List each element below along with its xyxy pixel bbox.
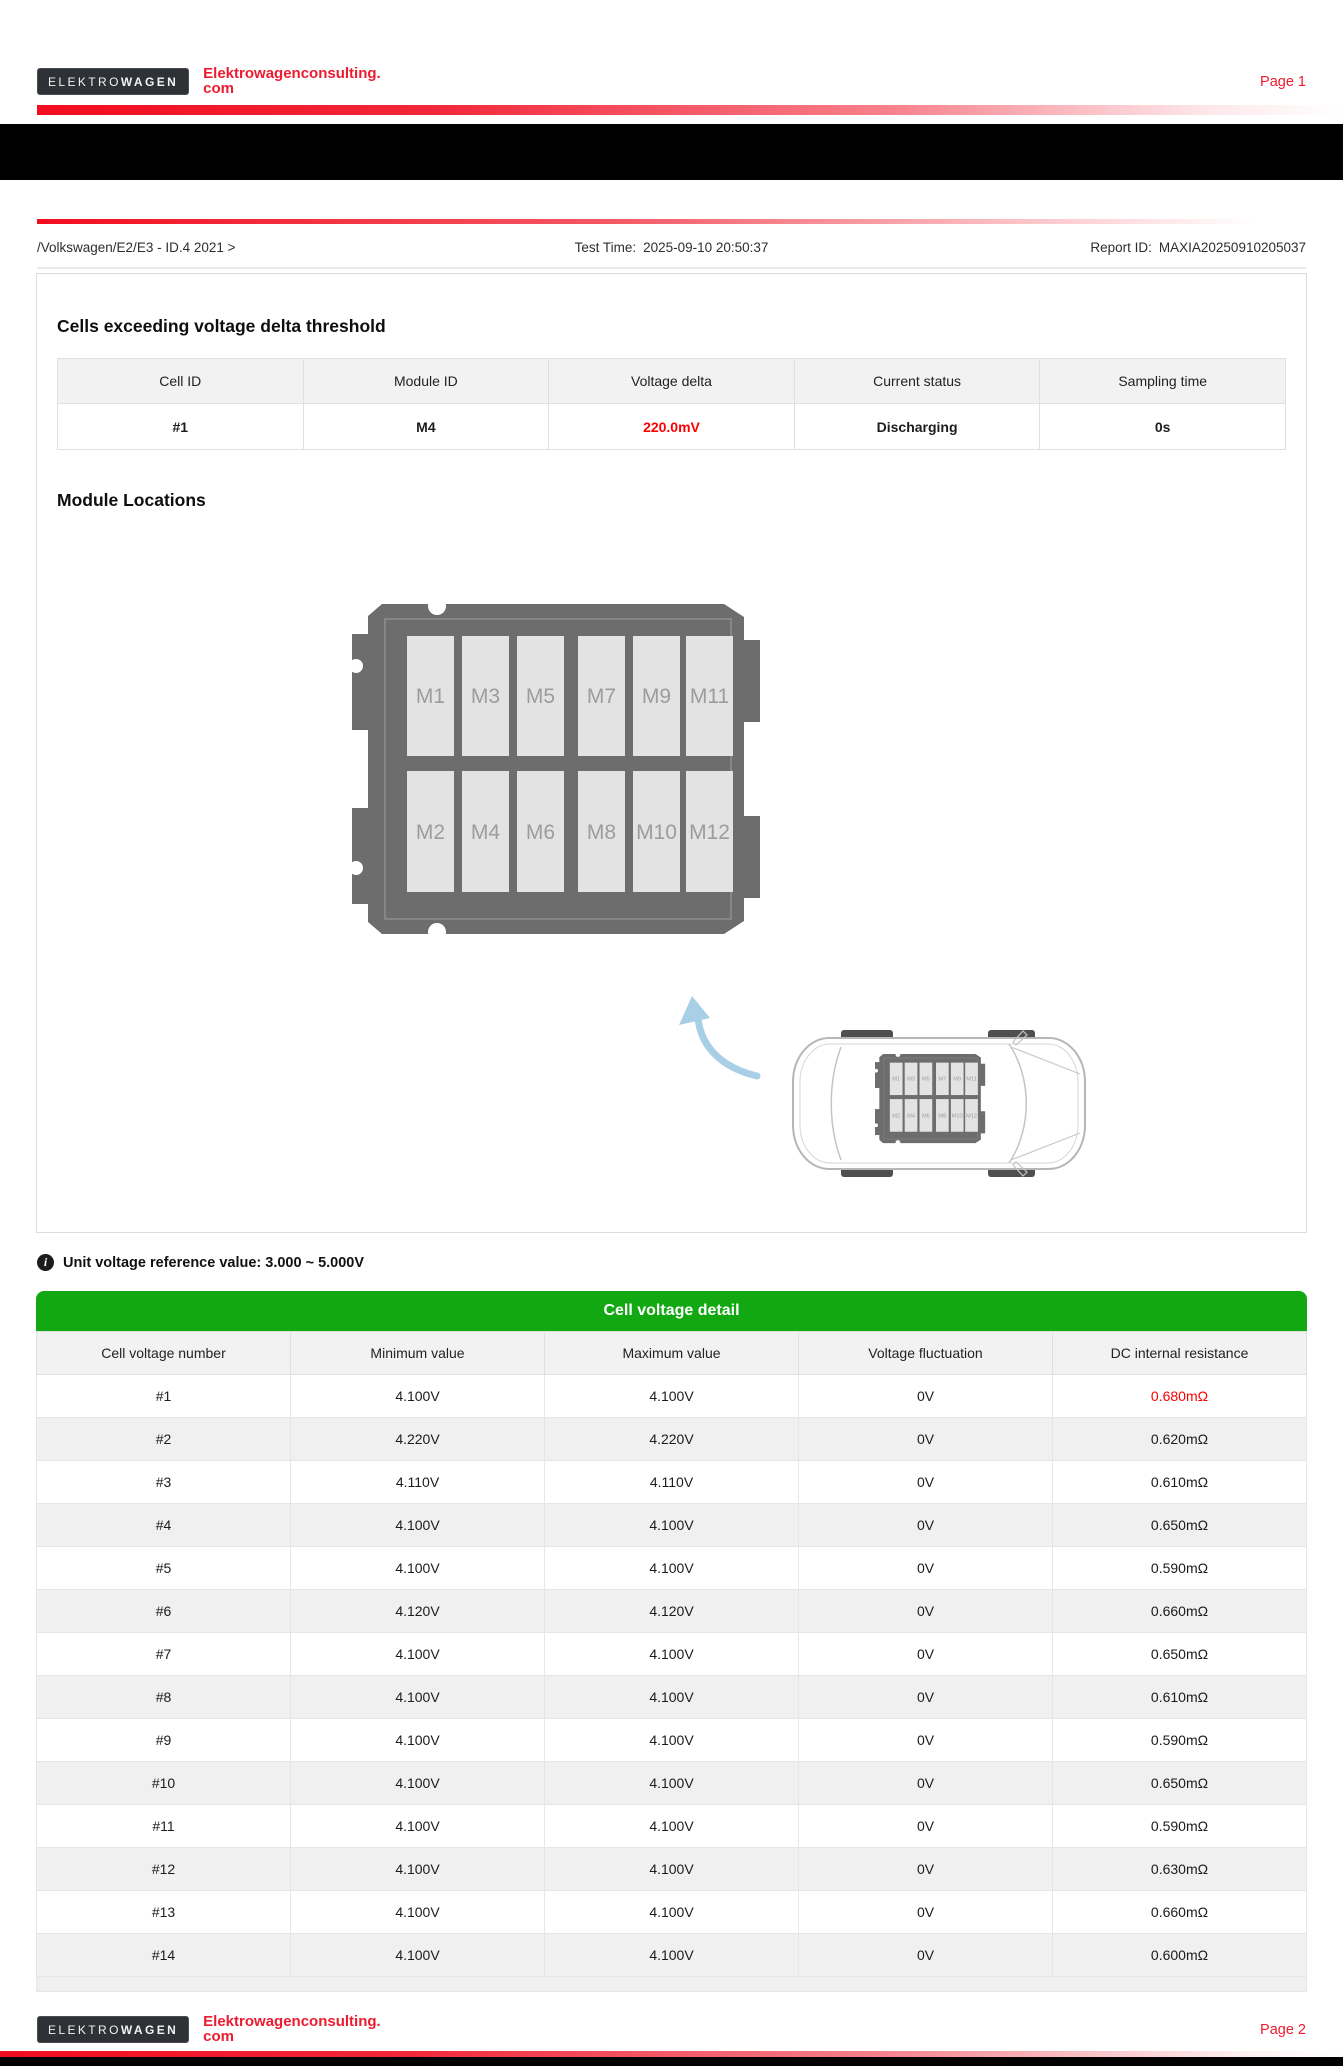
brand-site-line2: com xyxy=(203,80,235,97)
module-label-m1: M1 xyxy=(415,685,446,708)
max-value: 4.100V xyxy=(545,1547,799,1590)
cell-id-value: #1 xyxy=(58,404,304,450)
fluctuation-value: 0V xyxy=(799,1719,1053,1762)
table-row xyxy=(37,1547,1307,1590)
sampling-time-value: 0s xyxy=(1040,404,1286,450)
resistance-value: 0.610mΩ xyxy=(1053,1461,1307,1504)
cell-voltage-table-title-bar xyxy=(36,1291,1307,1331)
cell-voltage-section xyxy=(36,1291,1307,1992)
max-value: 4.110V xyxy=(545,1461,799,1504)
cell-number: #11 xyxy=(37,1805,291,1848)
max-value: 4.100V xyxy=(545,1891,799,1934)
max-value: 4.100V xyxy=(545,1762,799,1805)
max-value: 4.100V xyxy=(545,1719,799,1762)
test-time-value: 2025-09-10 20:50:37 xyxy=(643,240,769,255)
page-number-label: Page 2 xyxy=(1260,2022,1306,2038)
min-value: 4.100V xyxy=(291,1934,545,1977)
brand-logo-badge xyxy=(37,68,189,95)
threshold-data-row xyxy=(58,404,1286,450)
fluctuation-value: 0V xyxy=(799,1762,1053,1805)
col-cell-voltage-number: Cell voltage number xyxy=(37,1332,291,1375)
fluctuation-value: 0V xyxy=(799,1676,1053,1719)
module-label-m9: M9 xyxy=(641,685,672,708)
info-icon: i xyxy=(37,1254,54,1271)
cell-number: #1 xyxy=(37,1375,291,1418)
module-label-m7: M7 xyxy=(586,685,617,708)
table-row xyxy=(37,1848,1307,1891)
brand-site-name xyxy=(203,2014,381,2044)
table-row-partial xyxy=(36,1977,1307,1992)
fluctuation-value: 0V xyxy=(799,1891,1053,1934)
table-row xyxy=(37,1934,1307,1977)
brand-site-line2: com xyxy=(203,2028,235,2045)
fluctuation-value: 0V xyxy=(799,1461,1053,1504)
battery-pack-diagram xyxy=(352,604,760,934)
max-value: 4.100V xyxy=(545,1848,799,1891)
footer-black-bar xyxy=(0,2057,1343,2066)
resistance-value: 0.590mΩ xyxy=(1053,1547,1307,1590)
col-module-id: Module ID xyxy=(303,359,549,404)
fluctuation-value: 0V xyxy=(799,1547,1053,1590)
module-label-m6: M6 xyxy=(525,821,556,844)
col-voltage-delta: Voltage delta xyxy=(549,359,795,404)
resistance-value: 0.650mΩ xyxy=(1053,1633,1307,1676)
cell-number: #4 xyxy=(37,1504,291,1547)
callout-arrow-icon xyxy=(673,994,761,1082)
resistance-value: 0.600mΩ xyxy=(1053,1934,1307,1977)
voltage-header-row xyxy=(37,1332,1307,1375)
reference-note-text: Unit voltage reference value: 3.000 ~ 5.000V xyxy=(63,1254,365,1271)
brand-logo-badge xyxy=(37,2016,189,2043)
col-voltage-fluctuation: Voltage fluctuation xyxy=(799,1332,1053,1375)
module-id-value: M4 xyxy=(303,404,549,450)
module-label-m11: M11 xyxy=(689,685,730,708)
min-value: 4.100V xyxy=(291,1547,545,1590)
fluctuation-value: 0V xyxy=(799,1375,1053,1418)
section-red-gradient-line xyxy=(37,219,1306,224)
max-value: 4.120V xyxy=(545,1590,799,1633)
page-footer xyxy=(0,2014,1343,2066)
module-label-m8: M8 xyxy=(586,821,617,844)
col-sampling-time: Sampling time xyxy=(1040,359,1286,404)
resistance-value: 0.630mΩ xyxy=(1053,1848,1307,1891)
module-label-m2: M2 xyxy=(415,821,446,844)
test-time xyxy=(446,240,896,255)
brand-logo-text-bold: WAGEN xyxy=(120,75,179,89)
table-row xyxy=(37,1719,1307,1762)
cell-number: #3 xyxy=(37,1461,291,1504)
max-value: 4.100V xyxy=(545,1805,799,1848)
page-header xyxy=(0,0,1343,96)
max-value: 4.100V xyxy=(545,1934,799,1977)
resistance-value: 0.660mΩ xyxy=(1053,1590,1307,1633)
cell-number: #10 xyxy=(37,1762,291,1805)
module-locations-title: Module Locations xyxy=(57,490,206,510)
module-label-m5: M5 xyxy=(525,685,556,708)
report-card xyxy=(36,273,1307,1233)
header-black-bar xyxy=(0,124,1343,180)
max-value: 4.220V xyxy=(545,1418,799,1461)
header-red-gradient-bar xyxy=(37,105,1343,115)
resistance-value: 0.650mΩ xyxy=(1053,1504,1307,1547)
min-value: 4.100V xyxy=(291,1633,545,1676)
resistance-value: 0.650mΩ xyxy=(1053,1762,1307,1805)
threshold-header-row xyxy=(58,359,1286,404)
report-id-label: Report ID: xyxy=(1090,240,1152,255)
meta-divider xyxy=(37,267,1306,269)
min-value: 4.100V xyxy=(291,1504,545,1547)
table-row xyxy=(37,1676,1307,1719)
col-maximum-value: Maximum value xyxy=(545,1332,799,1375)
resistance-value: 0.680mΩ xyxy=(1053,1375,1307,1418)
table-row xyxy=(37,1418,1307,1461)
cell-number: #9 xyxy=(37,1719,291,1762)
brand-site-name xyxy=(203,66,381,96)
table-row xyxy=(37,1891,1307,1934)
max-value: 4.100V xyxy=(545,1633,799,1676)
cell-number: #8 xyxy=(37,1676,291,1719)
col-current-status: Current status xyxy=(794,359,1040,404)
brand-logo-text-bold: WAGEN xyxy=(120,2023,179,2037)
min-value: 4.110V xyxy=(291,1461,545,1504)
current-status-value: Discharging xyxy=(794,404,1040,450)
resistance-value: 0.590mΩ xyxy=(1053,1805,1307,1848)
table-row xyxy=(37,1461,1307,1504)
brand-logo-text-light: ELEKTRO xyxy=(48,75,121,89)
test-time-label: Test Time: xyxy=(574,240,637,255)
module-label-m12: M12 xyxy=(689,821,730,844)
col-dc-internal-resistance: DC internal resistance xyxy=(1053,1332,1307,1375)
fluctuation-value: 0V xyxy=(799,1418,1053,1461)
resistance-value: 0.610mΩ xyxy=(1053,1676,1307,1719)
min-value: 4.120V xyxy=(291,1590,545,1633)
reference-note-row xyxy=(37,1254,1306,1271)
module-label-m10: M10 xyxy=(636,821,677,844)
car-top-view-diagram xyxy=(783,1026,1093,1181)
table-row xyxy=(37,1762,1307,1805)
cell-voltage-table-title: Cell voltage detail xyxy=(603,1302,740,1319)
cell-number: #7 xyxy=(37,1633,291,1676)
resistance-value: 0.660mΩ xyxy=(1053,1891,1307,1934)
min-value: 4.100V xyxy=(291,1848,545,1891)
fluctuation-value: 0V xyxy=(799,1504,1053,1547)
fluctuation-value: 0V xyxy=(799,1805,1053,1848)
threshold-section-title: Cells exceeding voltage delta threshold xyxy=(57,316,386,336)
min-value: 4.100V xyxy=(291,1719,545,1762)
min-value: 4.100V xyxy=(291,1762,545,1805)
col-minimum-value: Minimum value xyxy=(291,1332,545,1375)
brand-site-line1: Elektrowagenconsulting. xyxy=(203,65,381,82)
max-value: 4.100V xyxy=(545,1375,799,1418)
table-row xyxy=(37,1504,1307,1547)
page-number-label: Page 1 xyxy=(1260,74,1306,90)
resistance-value: 0.590mΩ xyxy=(1053,1719,1307,1762)
cell-number: #12 xyxy=(37,1848,291,1891)
table-row xyxy=(37,1805,1307,1848)
brand-site-line1: Elektrowagenconsulting. xyxy=(203,2013,381,2030)
table-row xyxy=(37,1633,1307,1676)
max-value: 4.100V xyxy=(545,1676,799,1719)
report-meta-row xyxy=(37,240,1306,255)
module-locations-diagram-area xyxy=(57,532,1286,1232)
col-cell-id: Cell ID xyxy=(58,359,304,404)
table-row xyxy=(37,1590,1307,1633)
resistance-value: 0.620mΩ xyxy=(1053,1418,1307,1461)
fluctuation-value: 0V xyxy=(799,1848,1053,1891)
cell-voltage-table xyxy=(36,1331,1307,1977)
fluctuation-value: 0V xyxy=(799,1633,1053,1676)
report-id-value: MAXIA20250910205037 xyxy=(1158,240,1307,255)
table-row xyxy=(37,1375,1307,1418)
max-value: 4.100V xyxy=(545,1504,799,1547)
min-value: 4.220V xyxy=(291,1418,545,1461)
cell-number: #14 xyxy=(37,1934,291,1977)
cell-number: #6 xyxy=(37,1590,291,1633)
min-value: 4.100V xyxy=(291,1375,545,1418)
min-value: 4.100V xyxy=(291,1891,545,1934)
module-label-m3: M3 xyxy=(470,685,501,708)
fluctuation-value: 0V xyxy=(799,1590,1053,1633)
report-id xyxy=(897,240,1306,255)
breadcrumb[interactable]: /Volkswagen/E2/E3 - ID.4 2021 > xyxy=(37,240,236,255)
module-label-m4: M4 xyxy=(470,821,501,844)
threshold-table xyxy=(57,358,1286,450)
cell-number: #5 xyxy=(37,1547,291,1590)
fluctuation-value: 0V xyxy=(799,1934,1053,1977)
voltage-delta-value: 220.0mV xyxy=(549,404,795,450)
min-value: 4.100V xyxy=(291,1676,545,1719)
cell-number: #13 xyxy=(37,1891,291,1934)
brand-logo-text-light: ELEKTRO xyxy=(48,2023,121,2037)
min-value: 4.100V xyxy=(291,1805,545,1848)
cell-number: #2 xyxy=(37,1418,291,1461)
